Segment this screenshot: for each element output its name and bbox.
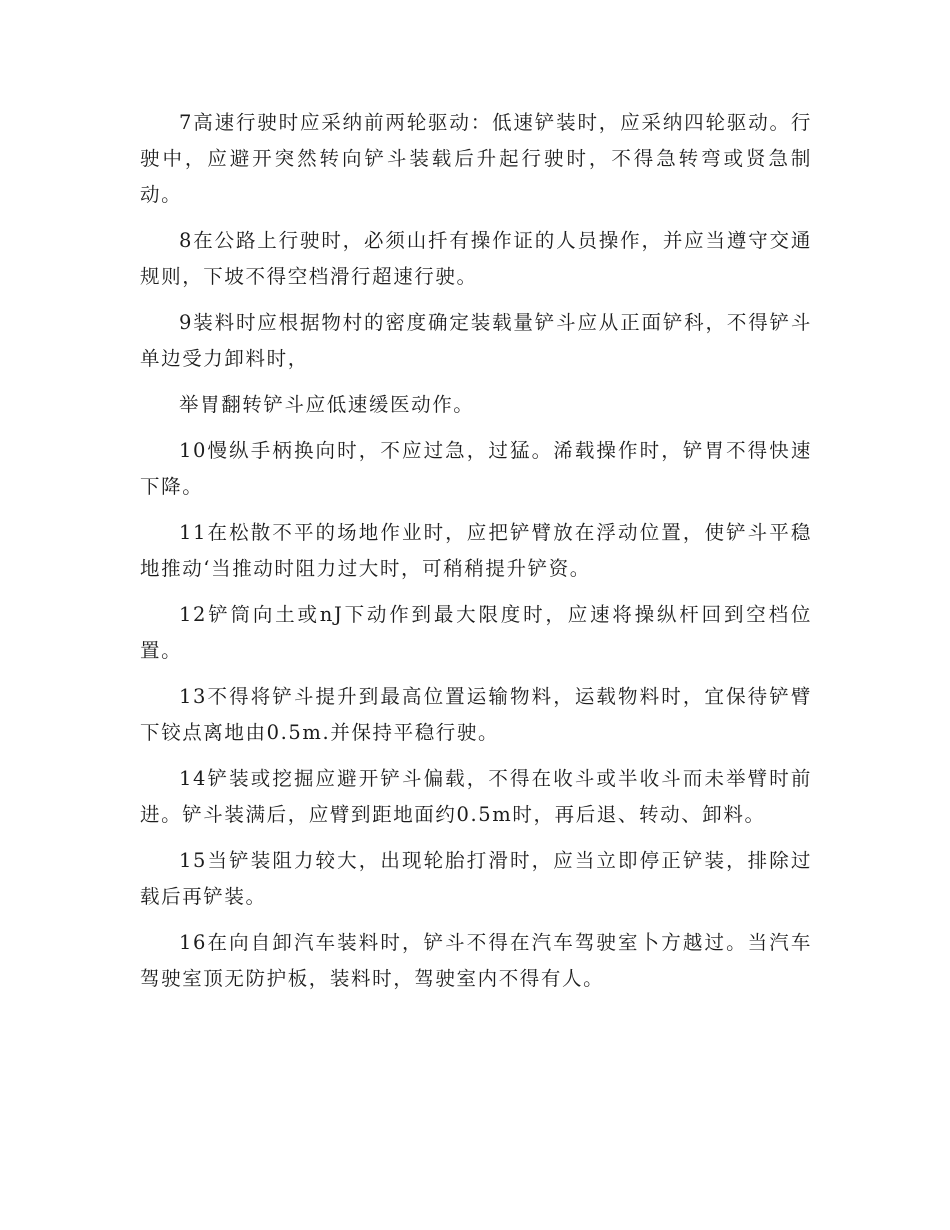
paragraph-9-continued: 举胃翻转铲斗应低速缓医动作。 xyxy=(179,393,475,416)
paragraph-7: 7高速行驶时应采纳前两轮驱动：低速铲装时，应采纳四轮驱动。行驶中，应避开突然转向铲斗装载后升起行驶时，不得急转弯或贤急制动。 xyxy=(140,111,812,206)
paragraph-12: 12铲筒向土或nJ下动作到最大限度时，应速将操纵杆回到空档位置。 xyxy=(140,603,812,662)
paragraph-8: 8在公路上行驶时，必须山扦有操作证的人员操作，并应当遵守交通规则，下坡不得空档滑行超速行驶。 xyxy=(140,229,812,288)
paragraph-15: 15当铲装阻力较大，出现轮胎打滑时，应当立即停正铲装，排除过载后再铲装。 xyxy=(140,849,812,908)
paragraph-11: 11在松散不平的场地作业时，应把铲臂放在浮动位置，使铲斗平稳地推动‘当推动时阻力过大时，可稍稍提升铲资。 xyxy=(140,521,812,580)
paragraph-14: 14铲装或挖掘应避开铲斗偏载，不得在收斗或半收斗而未举臂时前进。铲斗装满后，应臂到距地面约0.5m时，再后退、转动、卸料。 xyxy=(140,767,812,826)
paragraph-16: 16在向自卸汽车装料时，铲斗不得在汽车驾驶室卜方越过。当汽车驾驶室顶无防护板，装料时，驾驶室内不得有人。 xyxy=(140,931,812,990)
document-body xyxy=(140,105,812,1007)
paragraph-10: 10慢纵手柄换向时，不应过急，过猛。浠载操作时，铲胃不得快速下降。 xyxy=(140,439,812,498)
paragraph-13: 13不得将铲斗提升到最高位置运输物料，运载物料时，宜保待铲臂下铰点离地由0.5m.并保持平稳行驶。 xyxy=(140,685,812,744)
paragraph-9: 9装料时应根据物村的密度确定装载量铲斗应从正面铲科，不得铲斗单边受力卸料时， xyxy=(140,311,812,370)
